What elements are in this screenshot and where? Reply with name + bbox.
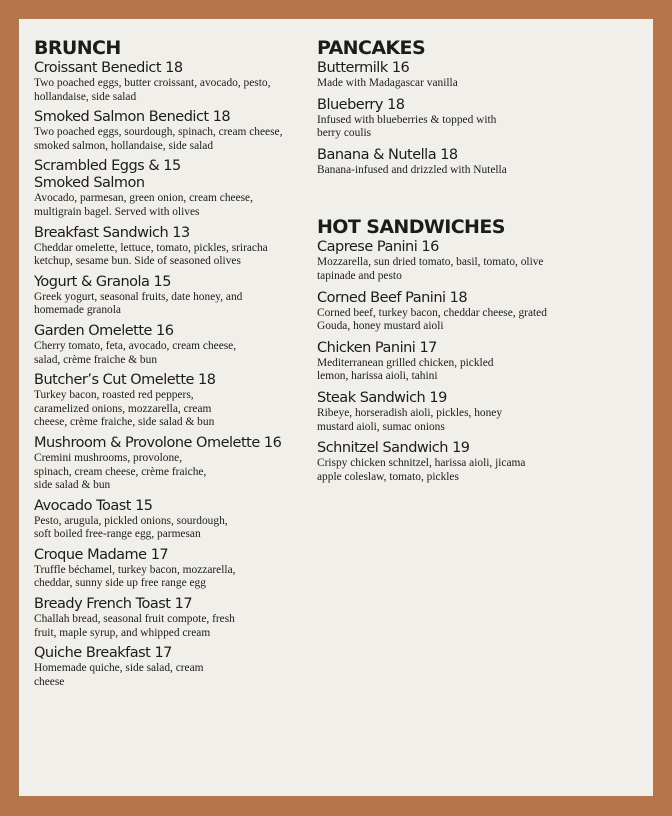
brunch-items (34, 60, 304, 689)
brunch-column (34, 36, 304, 689)
menu-item (34, 225, 274, 269)
menu-item (317, 239, 549, 283)
menu-item-title: Breakfast Sandwich 13 (34, 224, 190, 241)
menu-item-title: Schnitzel Sandwich 19 (317, 440, 470, 457)
menu-item (34, 158, 269, 219)
pancakes-items (317, 60, 567, 177)
right-column (317, 36, 567, 484)
menu-item (34, 547, 249, 591)
menu-item-description: Corned beef, turkey bacon, cheddar cheese, grated Gouda, honey mustard aioli (317, 306, 547, 333)
menu-item-title: Croque Madame 17 (34, 546, 169, 563)
menu-item (34, 435, 299, 493)
menu-page (19, 19, 653, 796)
menu-item (317, 97, 502, 141)
menu-item-description: Truffle béchamel, turkey bacon, mozzarella, cheddar, sunny side up free range egg (34, 563, 236, 590)
menu-item-description: Greek yogurt, seasonal fruits, date honey, and homemade granola (34, 290, 243, 317)
menu-item (317, 290, 549, 334)
menu-item-description: Turkey bacon, roasted red peppers, caramelized onions, mozzarella, cream cheese, crème fraiche, side salad & bun (34, 389, 215, 429)
menu-item (34, 372, 246, 430)
menu-item-title: Steak Sandwich 19 (317, 389, 447, 406)
menu-item (317, 147, 557, 178)
section-gap (317, 177, 567, 215)
menu-item (317, 440, 552, 484)
menu-item-title: Buttermilk 16 (317, 60, 410, 76)
hot-sandwiches-items (317, 239, 567, 484)
menu-item-title: Chicken Panini 17 (317, 339, 437, 356)
menu-item-title: Avocado Toast 15 (34, 497, 153, 514)
menu-item (34, 323, 244, 367)
menu-item (34, 596, 239, 640)
menu-item-description: Two poached eggs, sourdough, spinach, cream cheese, smoked salmon, hollandaise, side salad (34, 126, 283, 152)
menu-item-title: Mushroom & Provolone Omelette 16 (34, 434, 282, 451)
menu-item-description: Cherry tomato, feta, avocado, cream cheese, salad, crème fraiche & bun (34, 339, 237, 366)
menu-item (34, 274, 279, 318)
menu-item-description: Cremini mushrooms, provolone, spinach, cream cheese, crème fraiche, side salad & bun (34, 451, 207, 492)
menu-item-description: Challah bread, seasonal fruit compote, fresh fruit, maple syrup, and whipped cream (34, 613, 235, 639)
menu-item (317, 340, 527, 384)
menu-item-title: Yogurt & Granola 15 (34, 273, 171, 290)
menu-item-description: Mediterranean grilled chicken, pickled lemon, harissa aioli, tahini (317, 356, 494, 383)
pancakes-heading: PANCAKES (317, 37, 426, 59)
menu-item-title: Blueberry 18 (317, 96, 405, 113)
menu-item (34, 60, 279, 104)
menu-item (34, 645, 234, 689)
menu-item-description: Cheddar omelette, lettuce, tomato, pickles, sriracha ketchup, sesame bun. Side of seasoned olives (34, 241, 268, 268)
menu-item-title: Scrambled Eggs & 15 Smoked Salmon (34, 158, 181, 192)
menu-item-title: Corned Beef Panini 18 (317, 289, 468, 306)
menu-item (34, 109, 284, 153)
menu-item-title: Caprese Panini 16 (317, 239, 439, 256)
menu-item-description: Two poached eggs, butter croissant, avocado, pesto, hollandaise, side salad (34, 77, 271, 103)
menu-item-title: Garden Omelette 16 (34, 322, 174, 339)
menu-item-description: Ribeye, horseradish aioli, pickles, honey mustard aioli, sumac onions (317, 406, 503, 433)
menu-item-description: Made with Madagascar vanilla (317, 77, 458, 89)
menu-item-title: Smoked Salmon Benedict 18 (34, 109, 231, 126)
menu-item-description: Avocado, parmesan, green onion, cream cheese, multigrain bagel. Served with olives (34, 192, 253, 218)
menu-item (317, 390, 537, 434)
menu-item-title: Quiche Breakfast 17 (34, 645, 172, 662)
hot-sandwiches-heading: HOT SANDWICHES (317, 216, 505, 239)
menu-item-description: Banana-infused and drizzled with Nutella (317, 163, 507, 176)
brunch-heading: BRUNCH (34, 37, 121, 59)
menu-item-description: Crispy chicken schnitzel, harissa aioli, jicama apple coleslaw, tomato, pickles (317, 457, 526, 483)
menu-item (34, 498, 239, 542)
menu-item-title: Butcher’s Cut Omelette 18 (34, 372, 216, 389)
menu-item-description: Mozzarella, sun dried tomato, basil, tomato, olive tapinade and pesto (317, 256, 544, 282)
menu-item-title: Croissant Benedict 18 (34, 60, 183, 76)
menu-item (317, 60, 547, 91)
menu-item-title: Bready French Toast 17 (34, 596, 193, 613)
menu-item-description: Pesto, arugula, pickled onions, sourdough, soft boiled free-range egg, parmesan (34, 514, 228, 541)
menu-item-description: Infused with blueberries & topped with berry coulis (317, 113, 497, 140)
menu-item-description: Homemade quiche, side salad, cream cheese (34, 662, 204, 688)
menu-item-title: Banana & Nutella 18 (317, 146, 458, 163)
